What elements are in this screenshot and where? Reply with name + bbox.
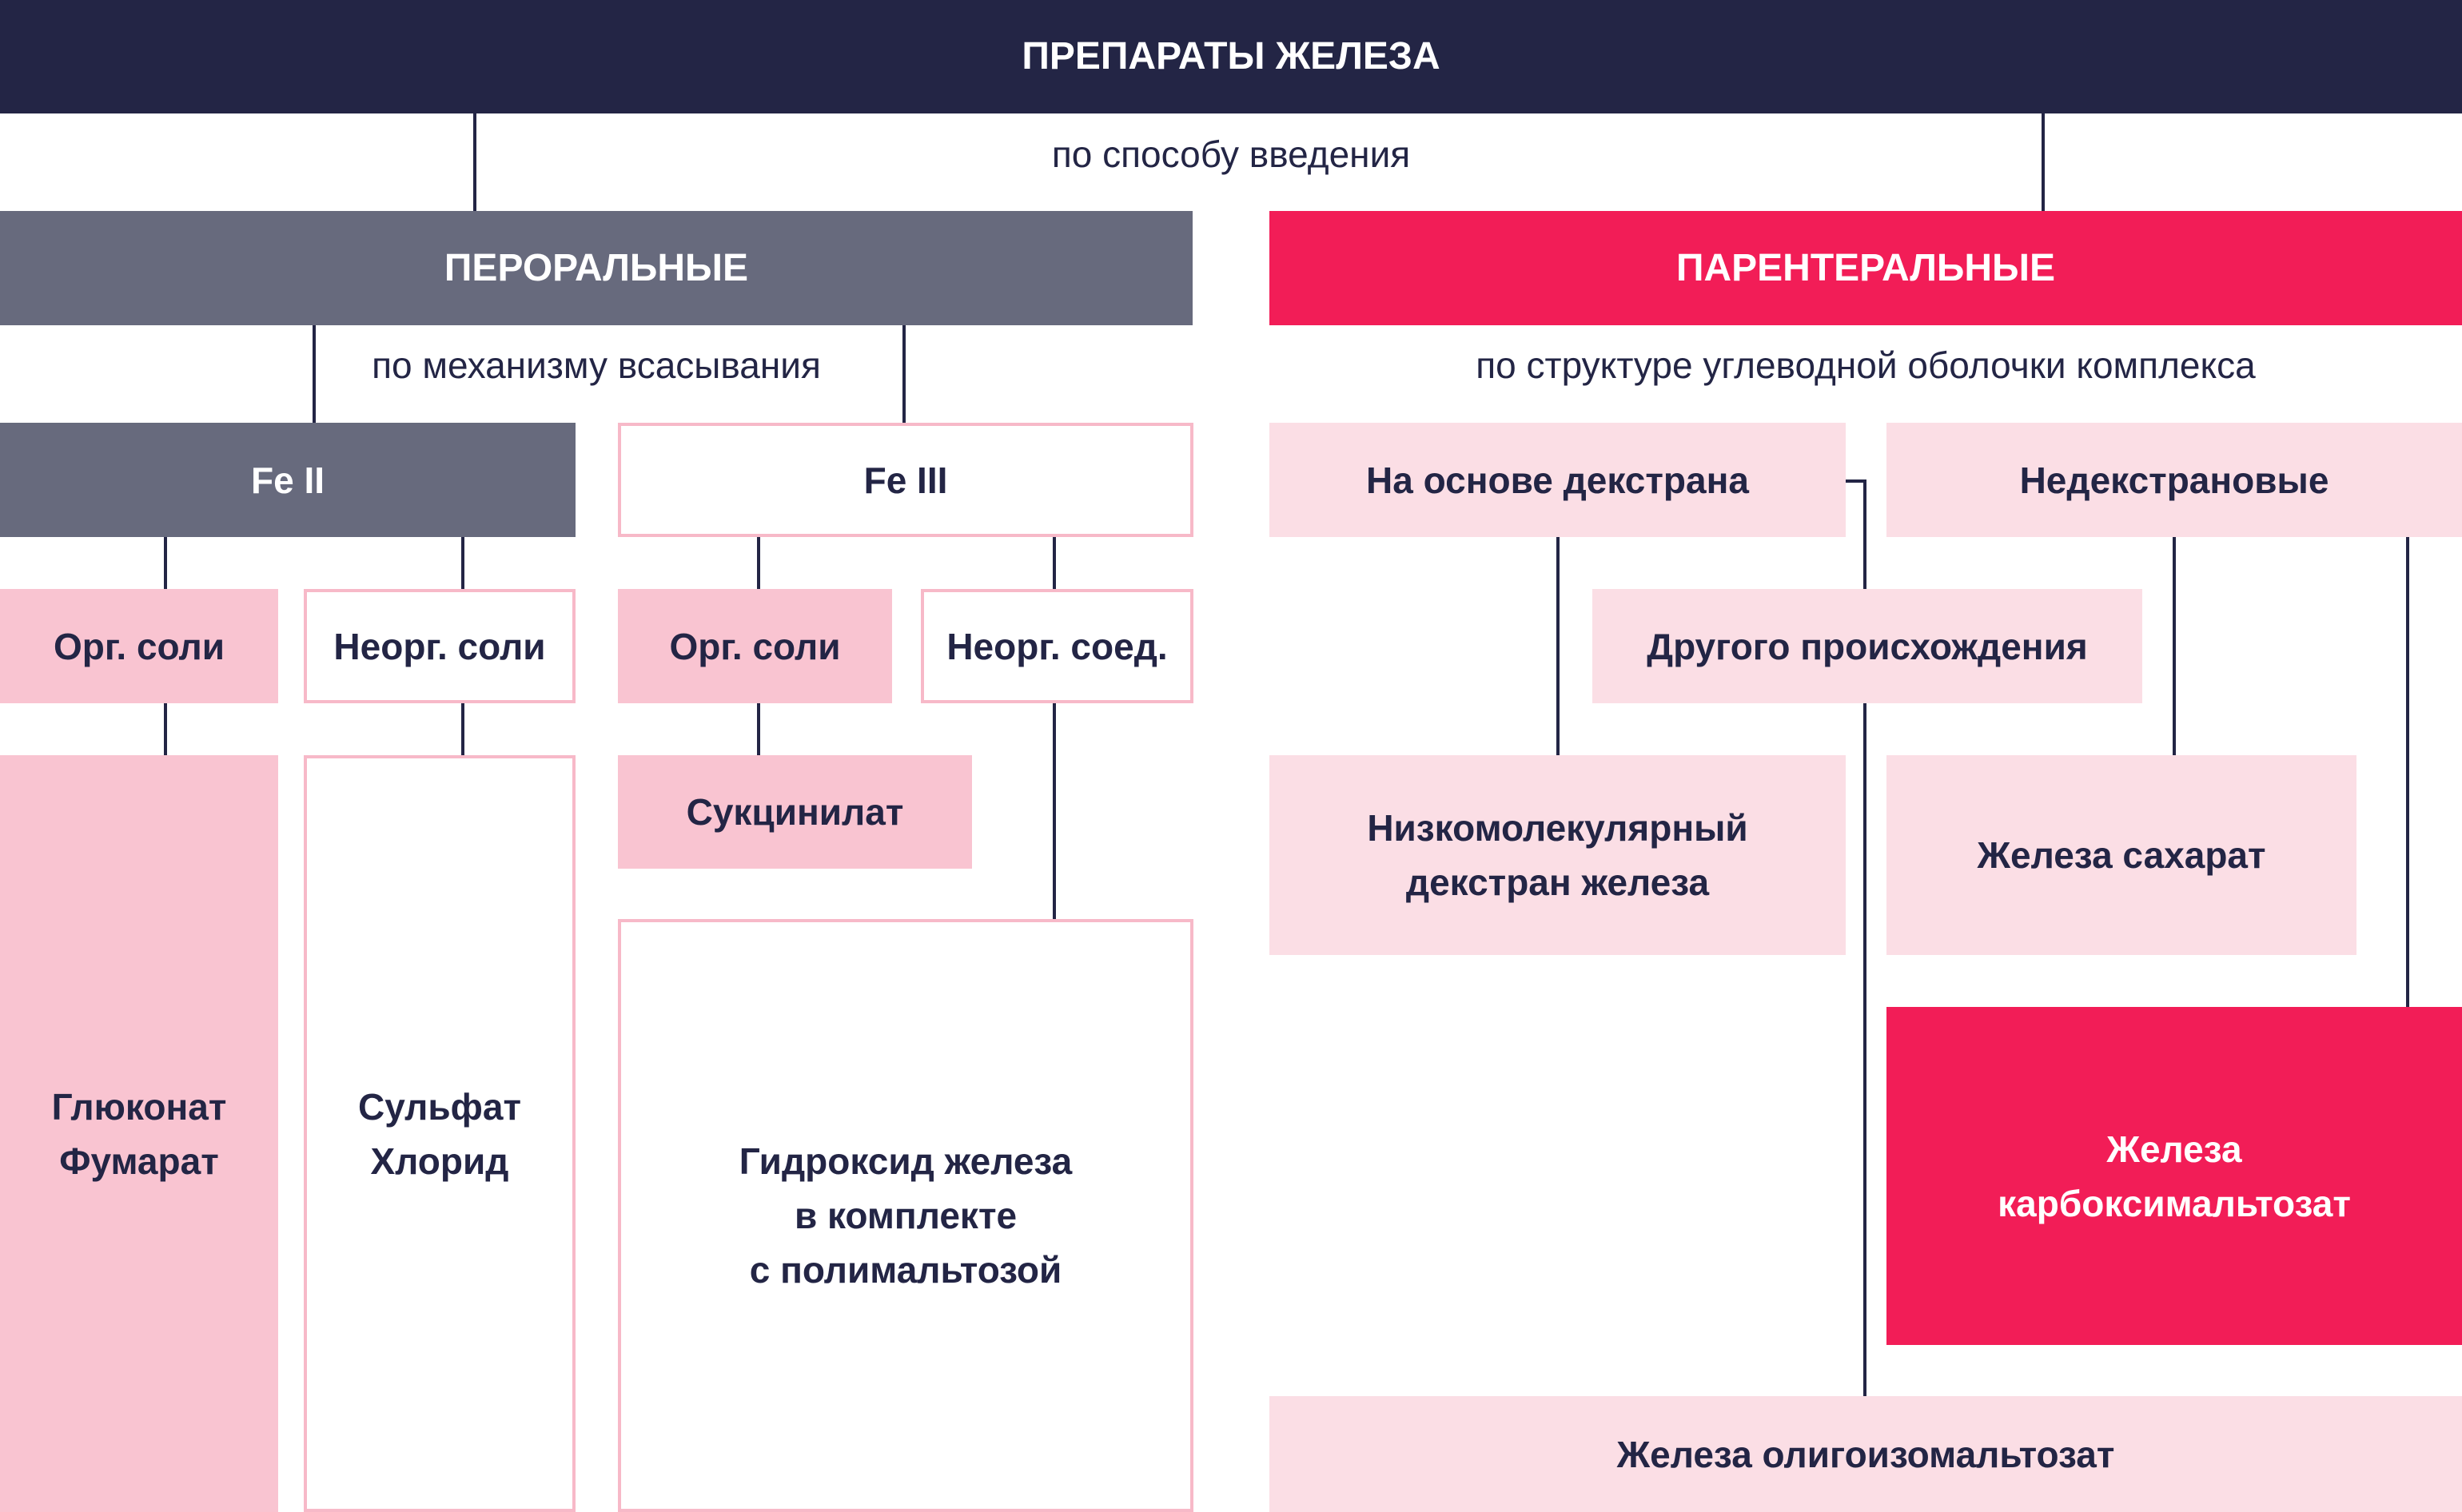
fe2-inorg-salts-items [304,755,576,1512]
fe2-org-salts-items [0,755,278,1512]
connector-line [164,537,167,589]
fe2-org-salts-title: Орг. соли [53,625,225,667]
other-origin-box [1592,589,2142,703]
fe2-box [0,423,576,537]
fe2-inorg-salts-title: Неорг. соли [333,625,546,667]
connector-line [2173,537,2176,755]
connector-line [2042,113,2045,211]
fe3-title: Fe III [863,459,948,501]
fe3-org-salts-title: Орг. соли [669,625,841,667]
fe3-inorg-compounds-box [921,589,1193,703]
root-header [0,0,2462,113]
connector-line [1053,703,1056,919]
iron-sucrose-text: Железа сахарат [1977,834,2266,876]
parenteral-title: ПАРЕНТЕРАЛЬНЫЕ [1675,246,2056,289]
connector-line [757,537,760,589]
route-caption: по способу введения [1051,133,1411,175]
connector-line [757,703,760,755]
non-dextran-title: Недекстрановые [2019,459,2329,501]
fe2-org-salts-list: Глюконат Фумарат [51,1085,227,1182]
fe2-inorg-salts-list: Сульфат Хлорид [357,1085,522,1182]
fe3-inorg-compounds-title: Неорг. соед. [946,625,1168,667]
oral-box [0,211,1193,325]
low-molecular-dextran-box [1269,755,1846,955]
iron-carboxymaltose-box [1886,1007,2462,1345]
connector-line [461,537,464,589]
fe3-inorg-compounds-items [618,919,1193,1512]
fe2-org-salts-box [0,589,278,703]
connector-line [1863,479,1866,589]
other-origin-title: Другого происхождения [1647,625,2088,667]
fe3-org-salts-list: Сукцинилат [686,791,904,833]
fe2-title: Fe II [250,459,325,501]
dextran-title: На основе декстрана [1366,459,1749,501]
connector-line [473,113,476,211]
connector-line [2406,537,2409,1007]
oral-title: ПЕРОРАЛЬНЫЕ [444,246,749,289]
iron-oligoisomaltoside-box [1269,1396,2462,1512]
iron-sucrose-box [1886,755,2356,955]
connector-line [1053,537,1056,589]
iron-carboxymaltose-text: Железа карбоксимальтозат [1998,1128,2351,1224]
connector-line [461,703,464,755]
fe3-inorg-compounds-list: Гидроксид железа в комплекте с полимальтозой [739,1140,1073,1291]
connector-line [902,325,906,423]
fe3-org-salts-box [618,589,892,703]
fe3-org-salts-items [618,755,972,869]
root-title: ПРЕПАРАТЫ ЖЕЛЕЗА [1022,35,1440,78]
non-dextran-box [1886,423,2462,537]
dextran-box [1269,423,1846,537]
absorption-caption: по механизму всасывания [372,344,821,386]
connector-line [164,703,167,755]
shell-caption: по структуре углеводной оболочки комплекса [1476,344,2256,386]
parenteral-box [1269,211,2462,325]
iron-oligoisomaltoside-text: Железа олигоизомальтозат [1616,1433,2115,1475]
fe2-inorg-salts-box [304,589,576,703]
connector-line [1556,537,1560,755]
connector-line [1863,703,1866,1396]
low-molecular-dextran-text: Низкомолекулярный декстран железа [1367,807,1748,903]
connector-line [313,325,316,423]
fe3-box [618,423,1193,537]
